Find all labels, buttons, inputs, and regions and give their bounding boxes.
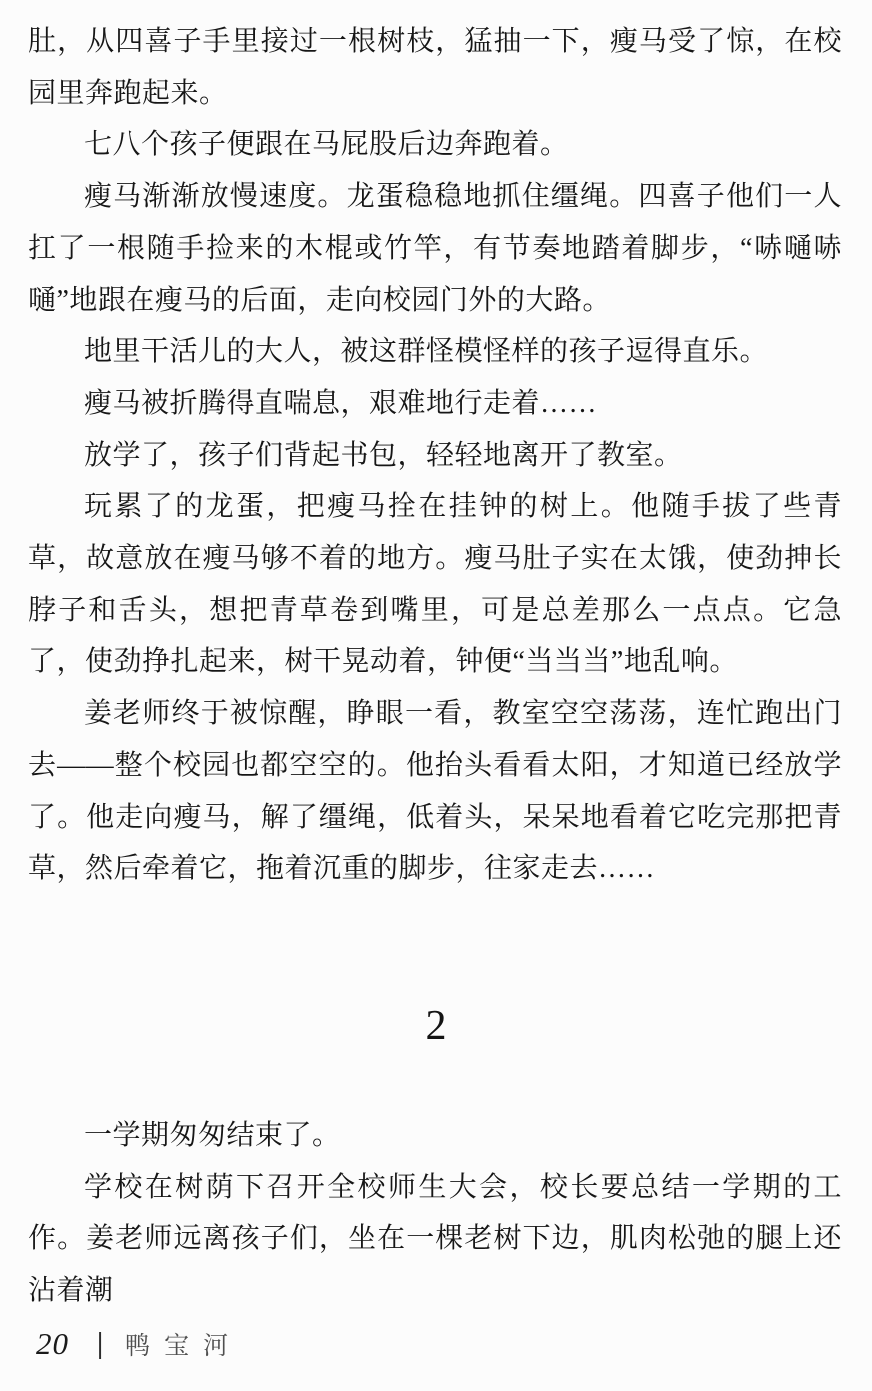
footer-divider: |	[97, 1327, 104, 1360]
section-number-heading: 2	[425, 1003, 447, 1049]
page-footer	[36, 1326, 242, 1362]
paragraph: 放学了，孩子们背起书包，轻轻地离开了教室。	[84, 439, 683, 471]
page-number: 20	[36, 1326, 69, 1361]
paragraph: 姜老师终于被惊醒，睁眼一看，教室空空荡荡，连忙跑出门去——整个校园也都空空的。他抬头看看太阳，才知道已经放学了。他走向瘦马，解了缰绳，低着头，呆呆地看着它吃完那把青草，然后牵着它，拖着沉重的脚步，往家走去……	[28, 698, 842, 885]
paragraph: 地里干活儿的大人，被这群怪模怪样的孩子逗得直乐。	[84, 336, 769, 368]
paragraph: 一学期匆匆结束了。	[84, 1120, 341, 1151]
paragraph: 瘦马被折腾得直喘息，艰难地行走着……	[84, 387, 598, 419]
paragraph: 肚，从四喜子手里接过一根树枝，猛抽一下，瘦马受了惊，在校园里奔跑起来。	[28, 26, 842, 109]
body-text-section-2	[28, 1110, 842, 1317]
paragraph: 瘦马渐渐放慢速度。龙蛋稳稳地抓住缰绳。四喜子他们一人扛了一根随手捡来的木棍或竹竿，有节奏地踏着脚步，“哧嗵哧嗵”地跟在瘦马的后面，走向校园门外的大路。	[28, 181, 842, 316]
paragraph: 学校在树荫下召开全校师生大会，校长要总结一学期的工作。姜老师远离孩子们，坐在一棵老树下边，肌肉松弛的腿上还沾着潮	[28, 1171, 842, 1307]
paragraph: 玩累了的龙蛋，把瘦马拴在挂钟的树上。他随手拔了些青草，故意放在瘦马够不着的地方。瘦马肚子实在太饿，使劲抻长脖子和舌头，想把青草卷到嘴里，可是总差那么一点点。它急了，使劲挣扎起来，树干晃动着，钟便“当当当”地乱响。	[28, 491, 842, 678]
book-title: 鸭宝河	[125, 1333, 243, 1360]
paragraph: 七八个孩子便跟在马屁股后边奔跑着。	[84, 129, 569, 161]
body-text-section-1	[28, 16, 842, 895]
